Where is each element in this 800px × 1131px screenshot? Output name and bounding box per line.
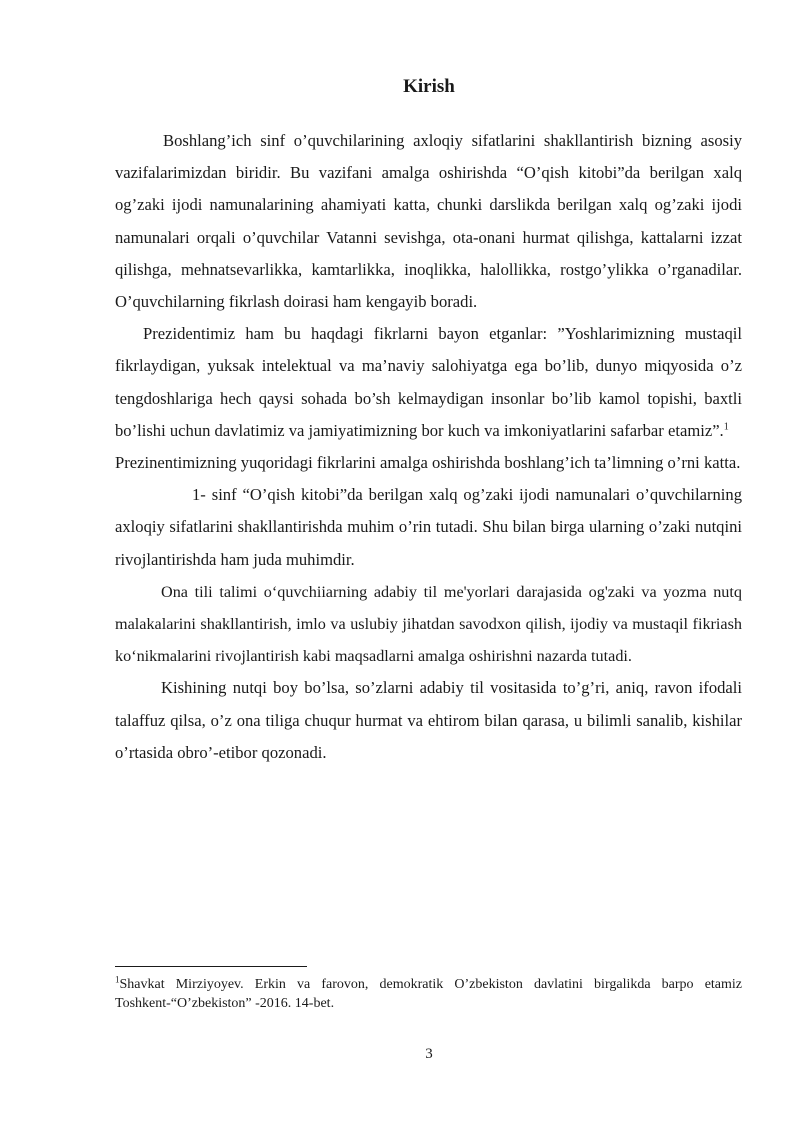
- footnote-divider: [115, 966, 307, 967]
- footnote-reference: 1: [723, 421, 729, 433]
- body-text: [115, 125, 742, 769]
- footnote-mark: 1: [115, 974, 120, 985]
- paragraph-reading-book: 1- sinf “O’qish kitobi”da berilgan xalq og’zaki ijodi namunalari o’quvchilarning axloqiy sifatlarini shakllantirishda muhim o’rin tutadi. Shu bilan birga ularning o’zaki nutqini rivojlantirishda ham juda muhimdir.: [115, 485, 742, 569]
- president-quote-text: Prezidentimiz ham bu haqdagi fikrlarni bayon etganlar: ”Yoshlarimizning mustaqil fikrlaydigan, yuksak intelektual va ma’naviy salohiyatga ega bo’lib, dunyo miqyosida o’z tengdoshlariga hech qaysi sohada bo’sh kelmaydigan insonlar bo’lib kamol topishi, baxtli bo’lishi uchun davlatimiz va jamiyatimizning bor kuch va imkoniyatlarini safarbar etamiz”.: [115, 324, 742, 440]
- footnote: [115, 975, 742, 1013]
- paragraph-speech: Kishining nutqi boy bo’lsa, so’zlarni adabiy til vositasida to’g’ri, aniq, ravon ifodali talaffuz qilsa, o’z ona tiliga chuqur hurmat va ehtirom bilan qarasa, u bilimli sanalib, kishilar o’rtasida obro’-etibor qozonadi.: [115, 678, 742, 762]
- paragraph-role-of-primary-education: Prezinentimizning yuqoridagi fikrlarini amalga oshirishda boshlang’ich ta’limning o’rni katta.: [115, 453, 741, 473]
- page-title: Kirish: [403, 76, 455, 97]
- paragraph-native-language: Ona tili talimi o‘quvchiiarning adabiy til me'yorlari darajasida og'zaki va yozma nutq malakalarini shakllantirish, imlo va uslubiy jihatdan savodxon qilish, ijodiy va mustaqil fikriash ko‘nikmalarini rivojlantirish kabi maqsadlarni amalga oshirishni nazarda tutadi.: [115, 582, 742, 666]
- paragraph-intro: Boshlang’ich sinf o’quvchilarining axloqiy sifatlarini shakllantirish bizning asosiy vazifalarimizdan biridir. Bu vazifani amalga oshirishda “O’qish kitobi”da berilgan xalq og’zaki ijodi namunalarining ahamiyati katta, chunki darslikda berilgan xalq og’zaki ijodi namunalari orqali o’quvchilar Vatanni sevishga, ota-onani hurmat qilishga, kattalarni izzat qilishga, mehnatsevarlikka, kamtarlikka, inoqlikka, halollikka, rostgo’ylikka o’rganadilar. O’quvchilarning fikrlash doirasi ham kengayib boradi.: [115, 131, 742, 312]
- footnote-text: Shavkat Mirziyoyev. Erkin va farovon, demokratik O’zbekiston davlatini birgalikda barpo etamiz Toshkent-“O’zbekiston” -2016. 14-bet.: [115, 977, 742, 1011]
- page-number: 3: [425, 1046, 433, 1062]
- paragraph-president-quote: [115, 318, 742, 447]
